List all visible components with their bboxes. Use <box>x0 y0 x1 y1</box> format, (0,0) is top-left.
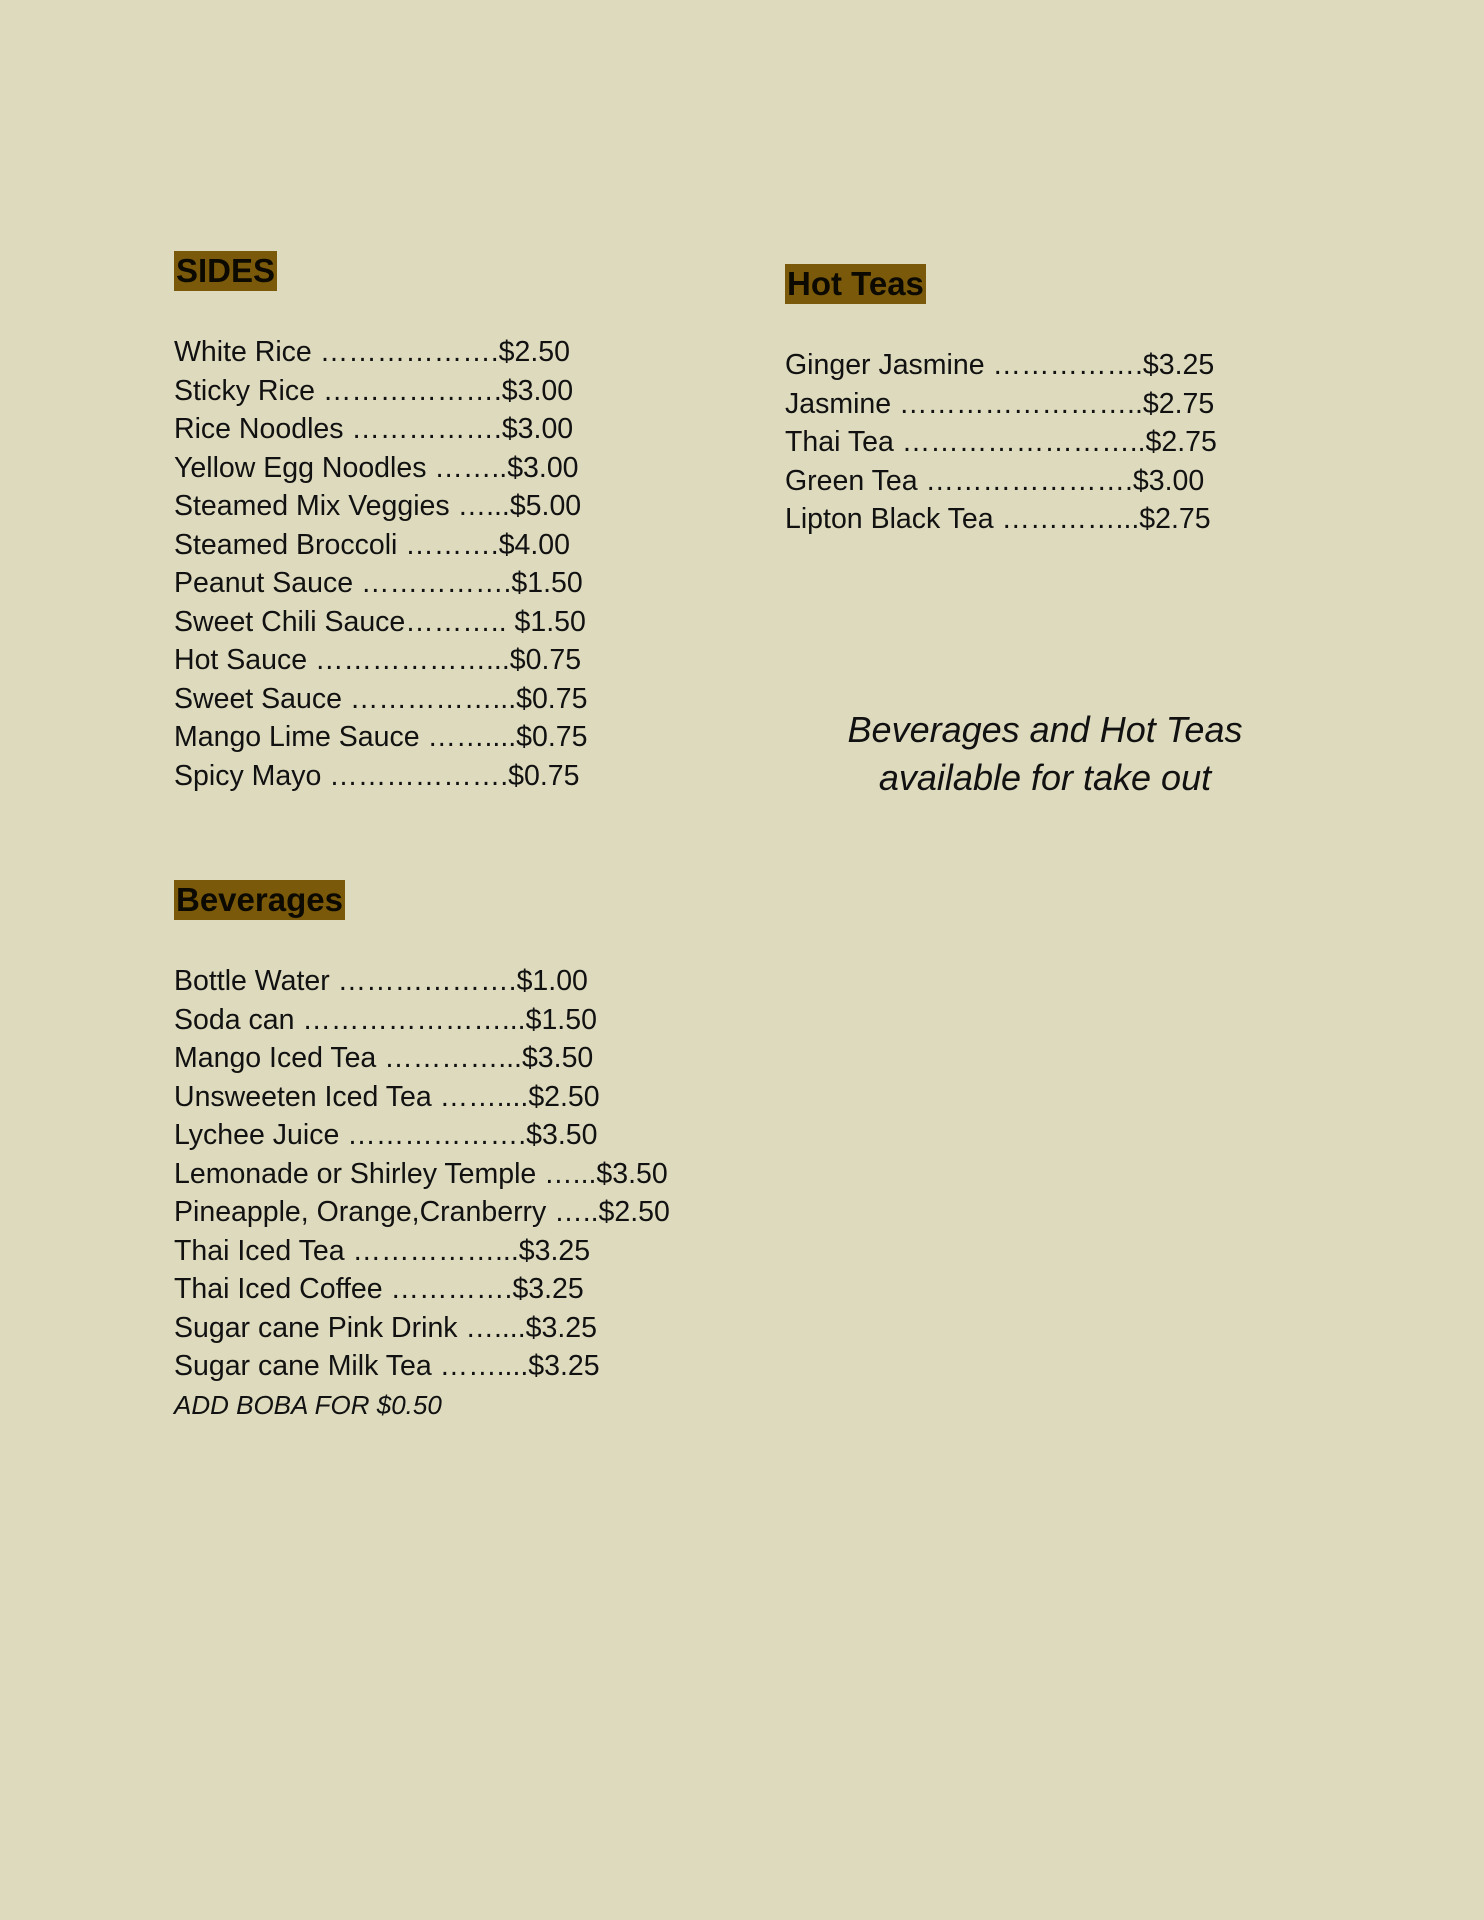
hot-teas-section <box>785 264 1217 539</box>
boba-note: ADD BOBA FOR $0.50 <box>174 1389 442 1420</box>
tea-item-lipton-black-tea: Lipton Black Tea …………...$2.75 <box>785 503 1211 535</box>
sides-heading: SIDES <box>176 252 276 289</box>
takeout-note-line2: available for take out <box>878 757 1212 798</box>
bev-item-thai-iced-tea: Thai Iced Tea ……………...$3.25 <box>174 1234 591 1267</box>
beverages-list <box>174 962 670 1386</box>
sides-item-steamed-mix-veggies: Steamed Mix Veggies …...$5.00 <box>174 490 582 522</box>
bev-item-thai-iced-coffee: Thai Iced Coffee ………….$3.25 <box>174 1273 584 1305</box>
beverages-heading: Beverages <box>176 881 343 918</box>
tea-item-thai-tea: Thai Tea ……………………..$2.75 <box>785 426 1217 458</box>
bev-item-sugar-cane-milk-tea: Sugar cane Milk Tea ……....$3.25 <box>174 1350 600 1382</box>
takeout-note-line1: Beverages and Hot Teas <box>847 709 1243 750</box>
bev-item-pineapple-orange-cranberry: Pineapple, Orange,Cranberry …..$2.50 <box>174 1196 670 1228</box>
sides-item-yellow-egg-noodles: Yellow Egg Noodles ……..$3.00 <box>174 451 579 484</box>
sides-item-rice-noodles: Rice Noodles …………….$3.00 <box>174 413 574 445</box>
sides-item-mango-lime-sauce: Mango Lime Sauce ……....$0.75 <box>174 721 588 753</box>
sides-item-steamed-broccoli: Steamed Broccoli ……….$4.00 <box>174 528 571 561</box>
bev-item-unsweeten-iced-tea: Unsweeten Iced Tea ……....$2.50 <box>174 1080 600 1113</box>
takeout-note <box>780 706 1310 802</box>
sides-item-peanut-sauce: Peanut Sauce …………….$1.50 <box>174 567 583 599</box>
bev-item-lemonade-shirley-temple: Lemonade or Shirley Temple …...$3.50 <box>174 1157 668 1190</box>
sides-item-spicy-mayo: Spicy Mayo ……………….$0.75 <box>174 759 580 792</box>
sides-item-sweet-chili-sauce: Sweet Chili Sauce……….. $1.50 <box>174 605 586 638</box>
hot-teas-list <box>785 346 1217 539</box>
bev-item-mango-iced-tea: Mango Iced Tea …………...$3.50 <box>174 1042 594 1074</box>
beverages-section <box>174 880 670 1424</box>
sides-item-hot-sauce: Hot Sauce ………………...$0.75 <box>174 644 582 676</box>
tea-item-ginger-jasmine: Ginger Jasmine …………….$3.25 <box>785 349 1215 381</box>
sides-item-sweet-sauce: Sweet Sauce ……………...$0.75 <box>174 682 588 715</box>
tea-item-green-tea: Green Tea ………………….$3.00 <box>785 464 1205 497</box>
sides-list <box>174 333 587 795</box>
sides-item-sticky-rice: Sticky Rice ……………….$3.00 <box>174 374 574 407</box>
sides-item-white-rice: White Rice ……………….$2.50 <box>174 336 570 368</box>
tea-item-jasmine: Jasmine ……………………..$2.75 <box>785 387 1215 420</box>
bev-item-soda-can: Soda can …………………...$1.50 <box>174 1003 597 1036</box>
bev-item-sugar-cane-pink-drink: Sugar cane Pink Drink …....$3.25 <box>174 1311 597 1344</box>
bev-item-lychee-juice: Lychee Juice ……………….$3.50 <box>174 1119 598 1151</box>
sides-section <box>174 251 587 795</box>
bev-item-bottle-water: Bottle Water ……………….$1.00 <box>174 965 588 997</box>
hot-teas-heading: Hot Teas <box>787 265 924 302</box>
